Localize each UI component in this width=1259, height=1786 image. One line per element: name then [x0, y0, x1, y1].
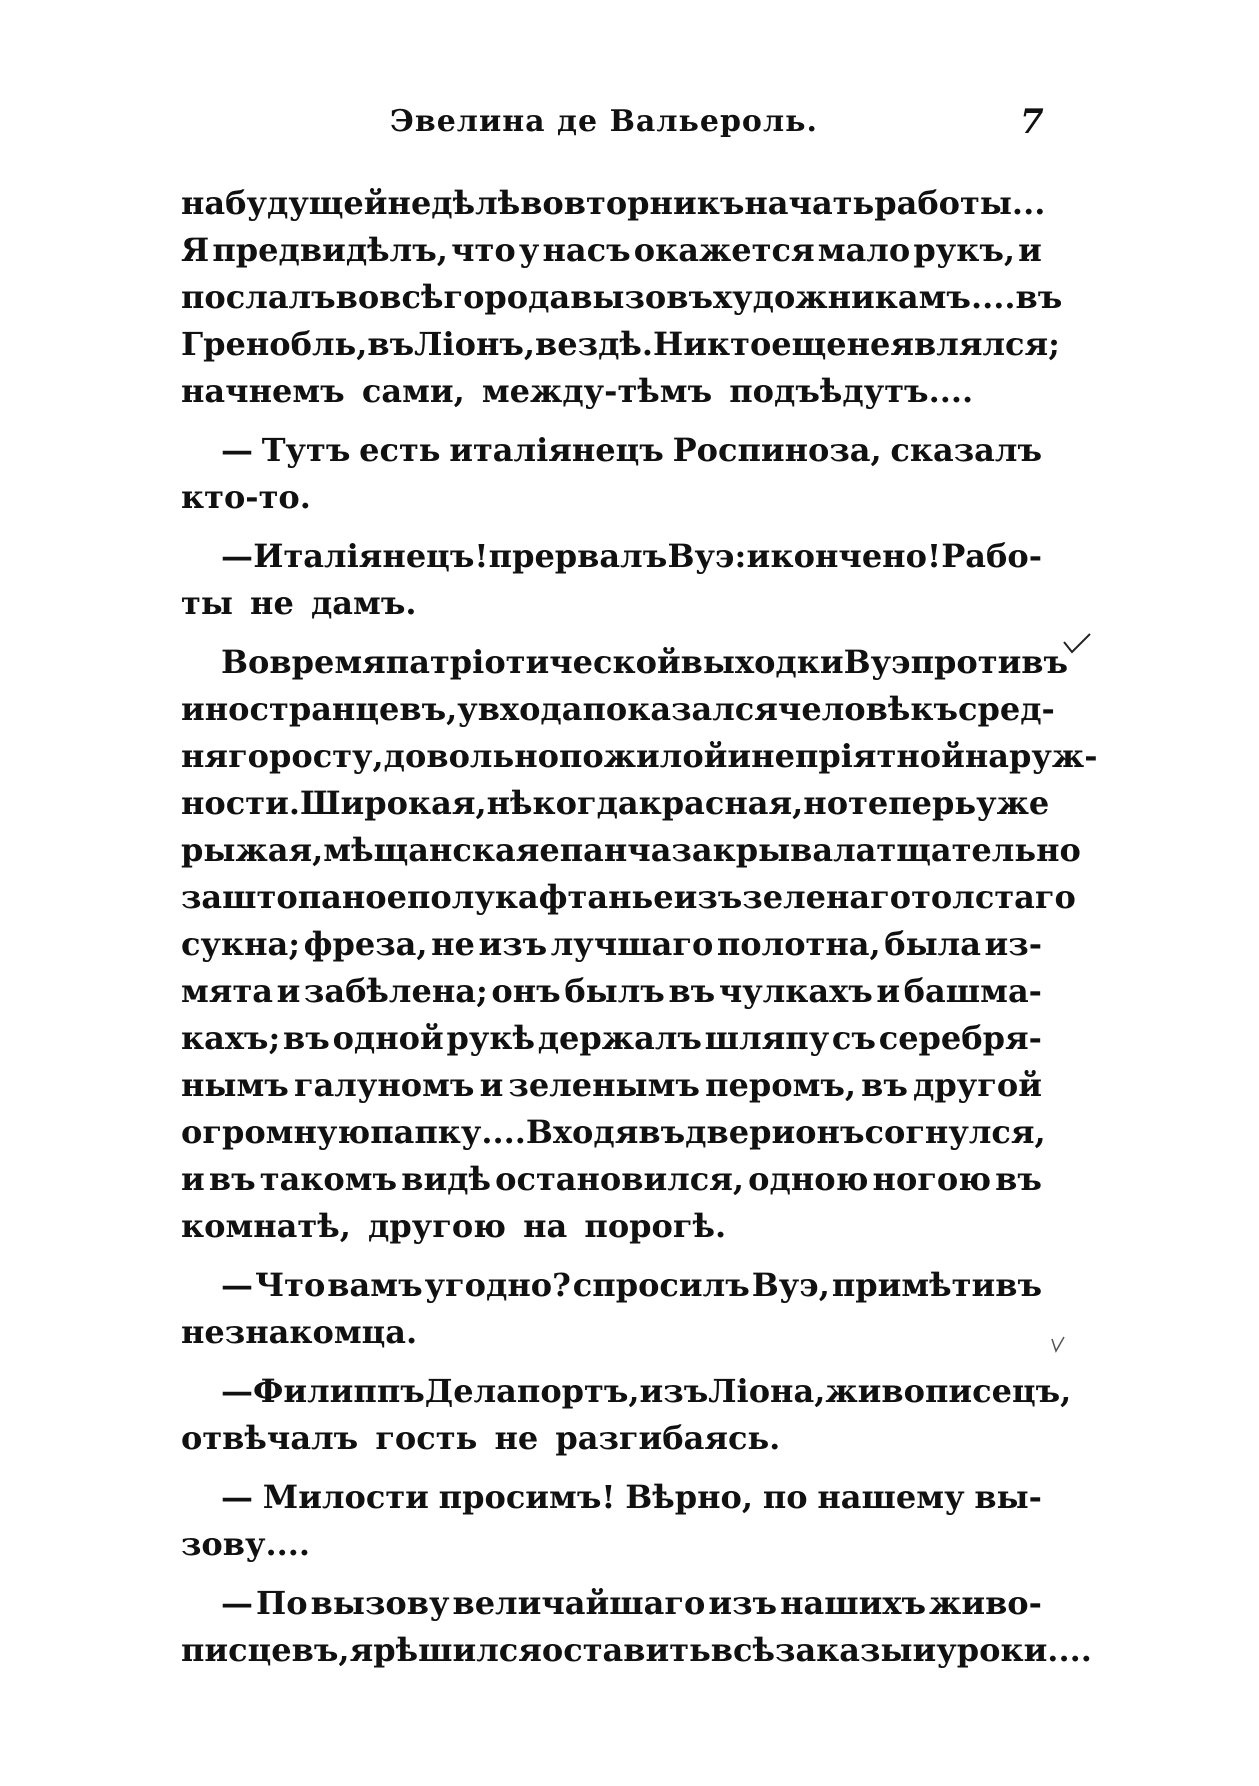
text-line: кто-то. — [181, 478, 311, 516]
word: зеленаго — [742, 878, 912, 916]
word: одною — [748, 1160, 869, 1198]
word: рукъ, — [913, 231, 1016, 269]
word: онъ — [491, 972, 561, 1010]
word: одной — [332, 1019, 444, 1057]
word: Ліона, — [708, 1372, 826, 1410]
word: Широкая, — [299, 784, 487, 822]
paragraph — [181, 533, 1042, 627]
word: въ — [861, 1066, 908, 1104]
word: серебря- — [878, 1019, 1042, 1057]
word: вызову — [310, 1584, 450, 1622]
word: писцевъ, — [181, 1631, 350, 1669]
word: недѣлѣ — [387, 184, 521, 222]
word: являлся; — [890, 325, 1060, 363]
word: еще — [771, 325, 847, 363]
word: вторникъ — [563, 184, 745, 222]
word: Вуэ: — [667, 537, 747, 575]
word: и — [1018, 231, 1042, 269]
word: просимъ! — [438, 1478, 616, 1516]
text-line — [181, 1062, 1042, 1109]
word: и — [727, 737, 752, 775]
word: Вуэ, — [751, 1266, 830, 1304]
word: оставить — [541, 1631, 711, 1669]
text-line — [181, 1474, 1042, 1521]
word: кончено! — [770, 537, 941, 575]
text-line — [181, 1109, 1046, 1156]
word: вамъ — [327, 1266, 423, 1304]
word: Во — [221, 643, 270, 681]
word: ногою — [872, 1160, 992, 1198]
word: всѣ — [710, 1631, 776, 1669]
text-line — [181, 733, 1098, 780]
word: угодно? — [424, 1266, 571, 1304]
word: Делапортъ, — [424, 1372, 640, 1410]
word: нѣкогда — [486, 784, 639, 822]
word: епанча — [539, 831, 672, 869]
word: выходки — [680, 643, 844, 681]
word: въ — [995, 1160, 1042, 1198]
word: Никто — [653, 325, 772, 363]
word: башма- — [903, 972, 1042, 1010]
word: предвидѣлъ, — [212, 231, 448, 269]
text-line — [181, 180, 1046, 227]
word: въ — [367, 325, 415, 363]
word: уже — [976, 784, 1050, 822]
word: по — [762, 1478, 808, 1516]
word: перомъ, — [705, 1066, 857, 1104]
word: Италіянецъ! — [253, 537, 489, 575]
word: входа — [477, 690, 583, 728]
word: что — [451, 231, 516, 269]
word: — — [221, 1584, 253, 1622]
word: есть — [359, 431, 441, 469]
word: видѣ — [401, 1160, 491, 1198]
word: сред- — [958, 690, 1055, 728]
paragraph — [181, 427, 1042, 521]
word: По — [256, 1584, 308, 1622]
word: была — [884, 925, 981, 963]
word: я — [349, 1631, 374, 1669]
text-line — [181, 533, 1042, 580]
word: держалъ — [537, 1019, 702, 1057]
word: Вуэ — [843, 643, 911, 681]
word: тщательно — [876, 831, 1081, 869]
text-line — [181, 686, 1055, 733]
text-line — [181, 1015, 1042, 1062]
word: огромную — [181, 1113, 371, 1151]
word: въ — [283, 1019, 330, 1057]
word: человѣкъ — [777, 690, 958, 728]
text-line — [181, 921, 1042, 968]
paragraph — [181, 180, 1063, 415]
word: во — [335, 278, 380, 316]
word: Милости — [262, 1478, 429, 1516]
word: — — [221, 1372, 253, 1410]
word: въ — [208, 1160, 256, 1198]
text-line — [181, 780, 1050, 827]
word: уроки.... — [936, 1631, 1092, 1669]
text-line — [181, 639, 1069, 686]
margin-check-mark-icon — [1050, 1332, 1066, 1362]
word: прервалъ — [488, 537, 668, 575]
word: Филиппъ — [253, 1372, 425, 1410]
word: нымъ — [181, 1066, 289, 1104]
word: время — [269, 643, 386, 681]
text-line: зову.... — [181, 1525, 311, 1563]
word: противъ — [910, 643, 1069, 681]
word: заштопаное — [181, 878, 407, 916]
paragraph — [181, 1580, 1092, 1674]
margin-check-mark-icon — [1062, 632, 1092, 663]
word: примѣтивъ — [831, 1266, 1042, 1304]
word: росту, — [269, 737, 384, 775]
text-line — [181, 1580, 1042, 1627]
word: другой — [913, 1066, 1042, 1104]
word: живописецъ, — [825, 1372, 1072, 1410]
word: фреза, — [303, 925, 428, 963]
word: зеленымъ — [508, 1066, 700, 1104]
text-line — [181, 274, 1063, 321]
text-line — [181, 427, 1042, 474]
text-line: начнемъ сами, между-тѣмъ подъѣдутъ.... — [181, 372, 974, 410]
word: полукафтанье — [407, 878, 674, 916]
word: вездѣ. — [535, 325, 654, 363]
word: лучшаго — [550, 925, 714, 963]
word: — — [221, 537, 253, 575]
word: мята — [181, 972, 273, 1010]
word: Входя — [525, 1113, 639, 1151]
word: въ — [638, 1113, 686, 1151]
word: согнулся, — [864, 1113, 1046, 1151]
word: и — [746, 537, 771, 575]
word: полотна, — [716, 925, 881, 963]
text-line: незнакомца. — [181, 1313, 418, 1351]
word: начать — [744, 184, 875, 222]
word: патріотической — [385, 643, 681, 681]
word: и — [479, 1066, 504, 1104]
text-line: отвѣчалъ гость не разгибаясь. — [181, 1419, 781, 1457]
word: былъ — [564, 972, 665, 1010]
word: папку.... — [370, 1113, 526, 1151]
word: на — [181, 184, 226, 222]
word: Вѣрно, — [625, 1478, 754, 1516]
word: спросилъ — [572, 1266, 750, 1304]
word: непріятной — [751, 737, 965, 775]
word: показался — [582, 690, 778, 728]
text-line: комнатѣ, другою на порогѣ. — [181, 1207, 727, 1245]
paragraph — [181, 1262, 1042, 1356]
word: не — [431, 925, 475, 963]
word: няго — [181, 737, 270, 775]
word: у — [518, 231, 540, 269]
word: шляпу — [704, 1019, 830, 1057]
word: не — [846, 325, 891, 363]
word: рукѣ — [446, 1019, 535, 1057]
word: въ — [1015, 278, 1063, 316]
word: онъ — [795, 1113, 865, 1151]
word: сказалъ — [890, 431, 1042, 469]
word: города — [443, 278, 571, 316]
page-number: 7 — [1020, 102, 1044, 142]
word: въ — [668, 972, 716, 1010]
word: красная, — [638, 784, 804, 822]
text-line: ты не дамъ. — [181, 584, 417, 622]
word: вы- — [974, 1478, 1042, 1516]
word: Что — [254, 1266, 326, 1304]
word: насъ — [542, 231, 631, 269]
word: — — [221, 431, 253, 469]
word: забѣлена; — [303, 972, 488, 1010]
word: и — [876, 972, 901, 1010]
word: Тутъ — [261, 431, 351, 469]
word: нашему — [817, 1478, 965, 1516]
word: всѣ — [379, 278, 444, 316]
word: рѣшился — [373, 1631, 542, 1669]
word: вызовъ — [570, 278, 714, 316]
word: закрывала — [671, 831, 877, 869]
word: Рабо- — [941, 537, 1042, 575]
text-line — [181, 1262, 1042, 1309]
text-line — [181, 874, 1076, 921]
word: живо- — [929, 1584, 1042, 1622]
word: ности. — [181, 784, 300, 822]
word: из- — [984, 925, 1042, 963]
text-line — [181, 1156, 1042, 1203]
word: изъ — [478, 925, 548, 963]
text-line — [181, 321, 1060, 368]
word: работы... — [874, 184, 1046, 222]
word: мало — [817, 231, 911, 269]
word: и — [912, 1631, 937, 1669]
word: довольно — [383, 737, 559, 775]
word: пожилой — [558, 737, 728, 775]
text-line — [181, 1368, 1072, 1415]
word: изъ — [639, 1372, 709, 1410]
paragraph — [181, 1368, 1072, 1462]
text-line — [181, 968, 1042, 1015]
word: будущей — [225, 184, 388, 222]
word: Гренобль, — [181, 325, 368, 363]
word: остановился, — [495, 1160, 745, 1198]
word: теперь — [848, 784, 977, 822]
word: у — [457, 690, 478, 728]
running-header-title: Эвелина де Вальероль. — [390, 104, 818, 139]
word: иностранцевъ, — [181, 690, 458, 728]
word: окажется — [633, 231, 815, 269]
word: художникамъ.... — [713, 278, 1016, 316]
word: такомъ — [259, 1160, 398, 1198]
word: галуномъ — [293, 1066, 475, 1104]
word: — — [221, 1266, 253, 1304]
word: съ — [831, 1019, 876, 1057]
word: толстаго — [911, 878, 1076, 916]
text-line — [181, 1627, 1092, 1674]
word: величайшаго — [452, 1584, 706, 1622]
word: мѣщанская — [323, 831, 540, 869]
body-text — [181, 180, 1098, 1674]
text-line — [181, 827, 1081, 874]
word: во — [520, 184, 564, 222]
word: изъ — [708, 1584, 778, 1622]
paragraph — [181, 639, 1098, 1250]
word: Роспиноза, — [672, 431, 882, 469]
text-line — [181, 227, 1042, 274]
word: и — [181, 1160, 205, 1198]
word: и — [276, 972, 301, 1010]
word: послалъ — [181, 278, 336, 316]
word: италіянецъ — [449, 431, 664, 469]
word: сукна; — [181, 925, 301, 963]
word: изъ — [673, 878, 743, 916]
word: рыжая, — [181, 831, 324, 869]
word: заказы — [775, 1631, 913, 1669]
word: но — [803, 784, 849, 822]
word: наруж- — [964, 737, 1098, 775]
word: кахъ; — [181, 1019, 281, 1057]
word: — — [221, 1478, 253, 1516]
word: чулкахъ — [718, 972, 873, 1010]
word: Ліонъ, — [414, 325, 536, 363]
word: нашихъ — [780, 1584, 926, 1622]
word: двери — [685, 1113, 796, 1151]
word: Я — [181, 231, 210, 269]
paragraph — [181, 1474, 1042, 1568]
